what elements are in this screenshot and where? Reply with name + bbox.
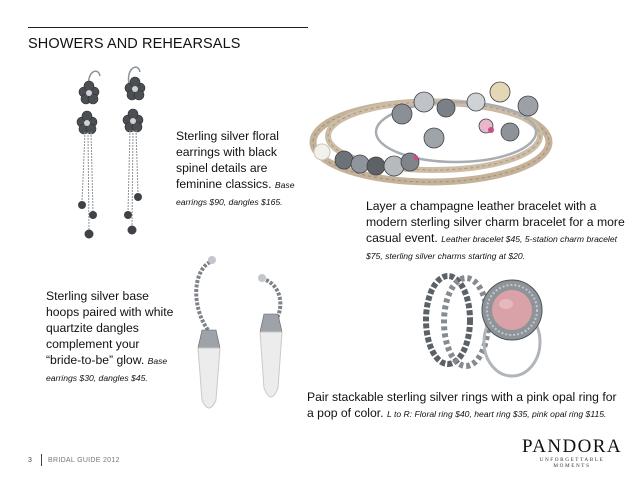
charm-bracelet-image xyxy=(306,70,560,202)
earrings-caption xyxy=(176,128,311,210)
hoops-caption xyxy=(46,288,176,386)
rings-caption xyxy=(307,389,617,422)
hoops-caption-text: Sterling silver base hoops paired with white quartzite dangles complement your “bride-to-be” glow. xyxy=(46,289,174,367)
header-rule xyxy=(28,27,308,28)
brand-name: PANDORA xyxy=(522,436,622,457)
bracelet-caption xyxy=(366,198,626,264)
bracelet-caption-price: Leather bracelet $45, 5-station charm bracelet $75, sterling silver charms starting at $20. xyxy=(366,234,618,261)
footer-guide-name: BRIDAL GUIDE 2012 xyxy=(48,457,120,464)
bracelet-caption-text: Layer a champagne leather bracelet with a modern sterling silver charm bracelet for a more casual event. xyxy=(366,199,625,245)
floral-earrings-image xyxy=(62,62,168,252)
earrings-caption-text: Sterling silver floral earrings with black spinel details are feminine classics. xyxy=(176,129,279,191)
hoops-caption-price: Base earrings $30, dangles $45. xyxy=(46,356,168,383)
page-number: 3 xyxy=(28,457,32,464)
earrings-caption-price: Base earrings $90, dangles $165. xyxy=(176,180,295,207)
rings-caption-price: L to R: Floral ring $40, heart ring $35, pink opal ring $115. xyxy=(386,409,607,419)
rings-caption-text: Pair stackable sterling silver rings with a pink opal ring for a pop of color. xyxy=(307,390,617,420)
stackable-rings-image xyxy=(408,270,558,382)
pandora-logo xyxy=(522,436,622,469)
footer-divider xyxy=(41,454,42,466)
page-title: SHOWERS AND REHEARSALS xyxy=(28,36,241,52)
quartzite-hoops-image xyxy=(186,250,296,420)
brand-tagline: UNFORGETTABLE MOMENTS xyxy=(539,457,605,469)
